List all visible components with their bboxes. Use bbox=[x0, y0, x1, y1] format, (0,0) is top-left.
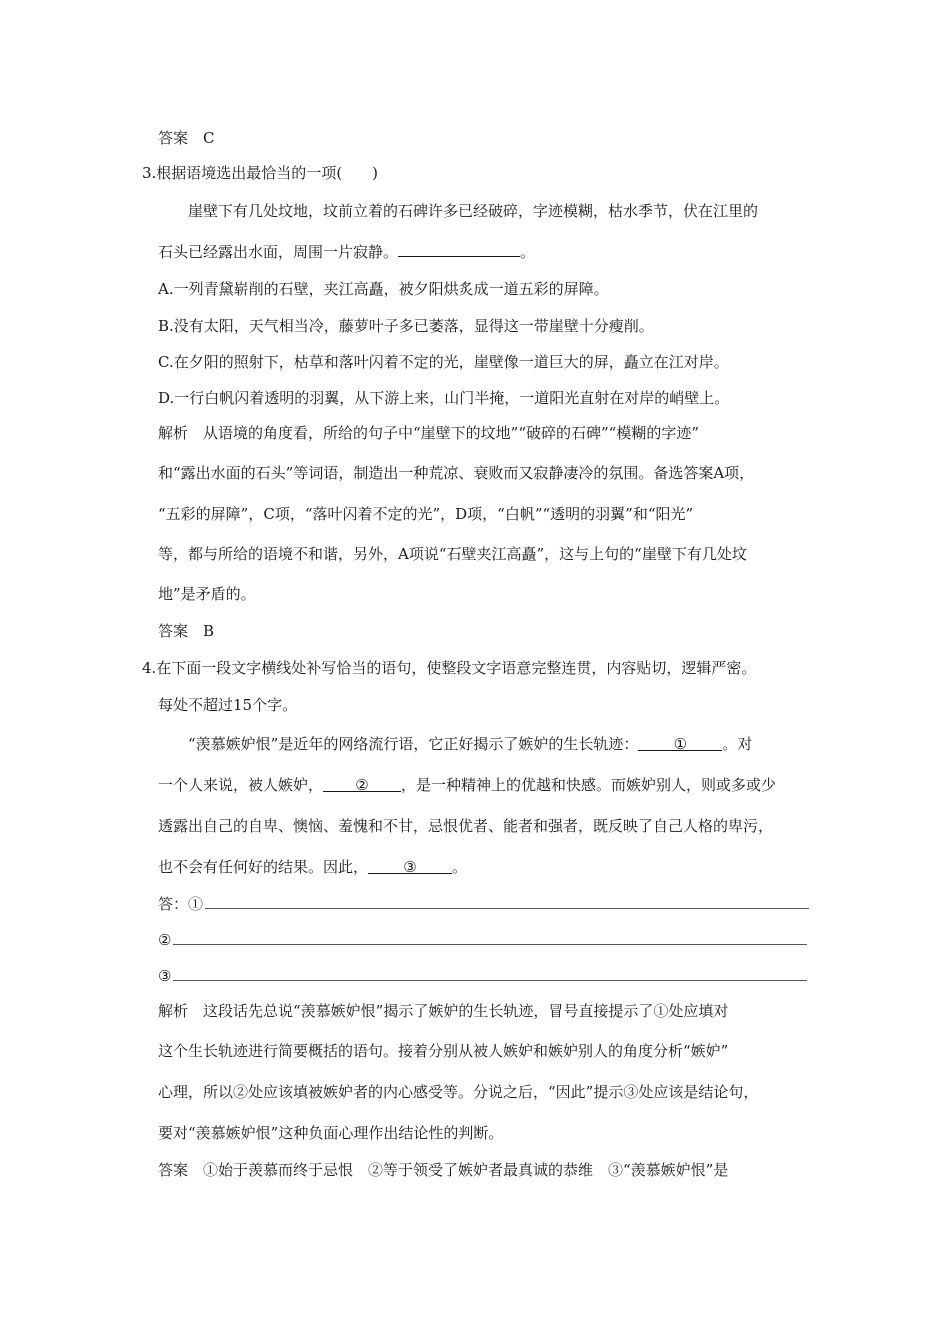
q3-answer: 答案 B bbox=[158, 622, 215, 640]
q4-stem-line1: 4.在下面一段文字横线处补写恰当的语句，使整段文字语意完整连贯，内容贴切，逻辑严密。 bbox=[142, 659, 757, 677]
q4-passage-text: 。对 bbox=[722, 735, 753, 753]
answer-label: 答：① bbox=[158, 895, 204, 913]
q4-passage-text: “羡慕嫉妒恨”是近年的网络流行语，它正好揭示了嫉妒的生长轨迹： bbox=[188, 735, 639, 753]
q4-analysis-line: 心理，所以②处应该填被嫉妒者的内心感受等。分说之后，“因此”提示③处应该是结论句， bbox=[158, 1083, 759, 1101]
q3-option-b: B.没有太阳，天气相当冷，藤萝叶子多已萎落，显得这一带崖壁十分瘦削。 bbox=[158, 317, 654, 335]
q4-answer-field-2 bbox=[158, 930, 807, 950]
q4-analysis-line: 要对“羡慕嫉妒恨”这种负面心理作出结论性的判断。 bbox=[158, 1124, 504, 1142]
q3-option-c: C.在夕阳的照射下，枯草和落叶闪着不定的光，崖壁像一道巨大的屏，矗立在江对岸。 bbox=[158, 353, 729, 371]
q4-answer-field-1 bbox=[158, 894, 809, 914]
q3-fill-blank bbox=[398, 240, 520, 257]
q4-passage-text: 一个人来说，被人嫉妒， bbox=[158, 776, 324, 794]
answer-label: ③ bbox=[158, 967, 172, 985]
q4-answer: 答案 ①始于羡慕而终于忌恨 ②等于领受了嫉妒者最真诚的恭维 ③“羡慕嫉妒恨”是 bbox=[158, 1161, 729, 1179]
answer-line bbox=[173, 966, 807, 981]
q3-option-d: D.一行白帆闪着透明的羽翼，从下游上来，山门半掩，一道阳光直射在对岸的峭壁上。 bbox=[158, 389, 730, 407]
q3-stem: 3.根据语境选出最恰当的一项( ) bbox=[142, 164, 379, 182]
q4-analysis-line: 解析 这段话先总说“羡慕嫉妒恨”揭示了嫉妒的生长轨迹，冒号直接提示了①处应填对 bbox=[158, 1002, 729, 1020]
q4-answer-field-3 bbox=[158, 966, 807, 986]
q4-passage-text: ，是一种精神上的优越和快感。而嫉妒别人，则或多或少 bbox=[401, 776, 777, 794]
q4-stem-line2: 每处不超过15个字。 bbox=[158, 696, 298, 714]
answer-line bbox=[205, 894, 809, 909]
answer-label: ② bbox=[158, 931, 172, 949]
q4-passage-text: 。 bbox=[452, 858, 468, 876]
q4-blank-2: ② bbox=[323, 775, 401, 792]
q3-passage-line1: 崖壁下有几处坟地，坟前立着的石碑许多已经破碎，字迹模糊，枯水季节，伏在江里的 bbox=[188, 202, 759, 220]
q4-analysis-line: 这个生长轨迹进行简要概括的语句。接着分别从被人嫉妒和嫉妒别人的角度分析“嫉妒” bbox=[158, 1042, 729, 1060]
q4-passage-line3: 透露出自己的自卑、懊恼、羞愧和不甘，忌恨优者、能者和强者，既反映了自己人格的卑污， bbox=[158, 817, 774, 835]
q3-analysis-line: 解析 从语境的角度看，所给的句子中“崖壁下的坟地”“破碎的石碑”“模糊的字迹” bbox=[158, 424, 700, 442]
q3-analysis-line: “五彩的屏障”，C项，“落叶闪着不定的光”，D项，“白帆”“透明的羽翼”和“阳光” bbox=[158, 505, 694, 523]
q4-passage-line2 bbox=[158, 775, 776, 795]
q4-passage-text: 也不会有任何好的结果。因此， bbox=[158, 858, 369, 876]
q3-option-a: A.一列青黛崭削的石壁，夹江高矗，被夕阳烘炙成一道五彩的屏障。 bbox=[158, 280, 609, 298]
q2-answer: 答案 C bbox=[158, 129, 215, 147]
answer-line bbox=[173, 930, 807, 945]
q3-analysis-line: 地”是矛盾的。 bbox=[158, 585, 256, 603]
q4-passage-line4 bbox=[158, 857, 467, 877]
q3-analysis-line: 和“露出水面的石头”等词语，制造出一种荒凉、衰败而又寂静凄冷的氛围。备选答案A项， bbox=[158, 464, 755, 482]
q3-passage-text: 石头已经露出水面，周围一片寂静。 bbox=[158, 243, 399, 261]
q3-passage-end: 。 bbox=[520, 243, 536, 261]
q4-blank-1: ① bbox=[638, 734, 722, 751]
q3-passage-line2 bbox=[158, 240, 535, 262]
q3-analysis-line: 等，都与所给的语境不和谐，另外，A项说“石壁夹江高矗”，这与上句的“崖壁下有几处坟 bbox=[158, 545, 747, 563]
q4-passage-line1 bbox=[188, 734, 752, 754]
q4-blank-3: ③ bbox=[368, 857, 452, 874]
